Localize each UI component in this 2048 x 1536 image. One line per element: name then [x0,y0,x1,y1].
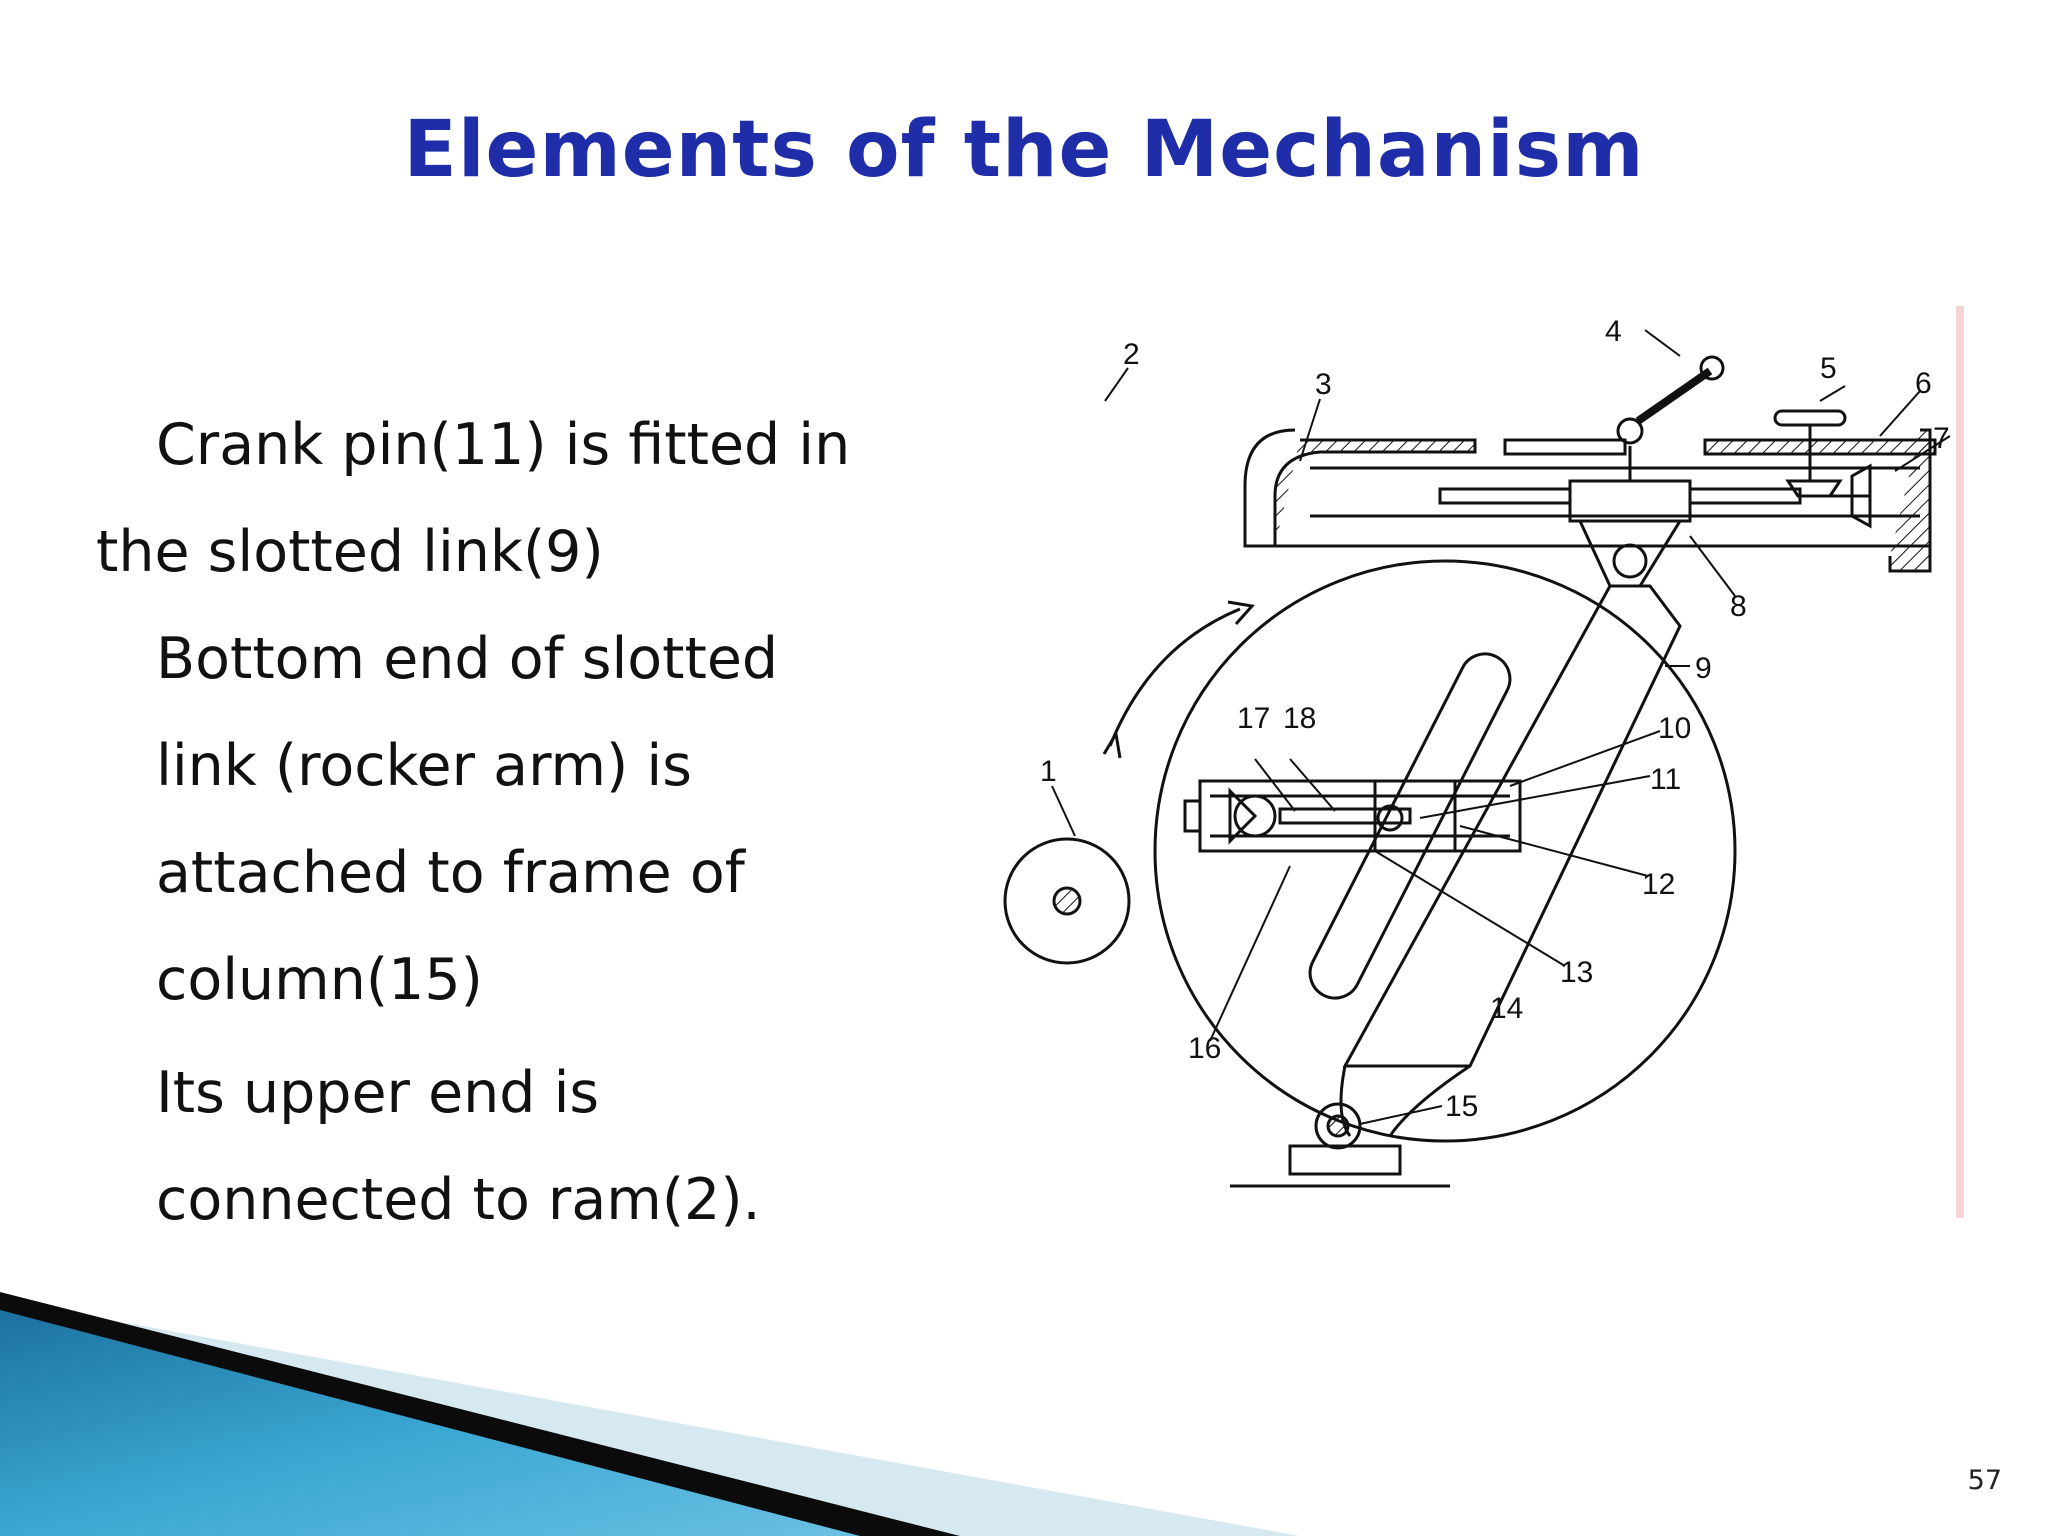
label-14: 14 [1490,992,1524,1025]
pinion [1005,839,1129,963]
slide-body-text [96,392,956,1254]
label-13: 13 [1560,956,1594,989]
label-16: 16 [1188,1032,1222,1065]
bullet-2-line-1: Bottom end of slotted [156,626,779,692]
ram [1245,430,1935,571]
label-1: 1 [1040,755,1057,788]
bullet-3-line-1: Its upper end is [156,1060,600,1126]
corner-decoration [0,1280,1300,1536]
clevis-pin [1614,545,1646,577]
clamp-lever [1618,357,1723,481]
label-17: 17 [1237,702,1271,735]
label-18: 18 [1283,702,1317,735]
label-11: 11 [1650,763,1682,796]
rotation-arrow [1110,609,1240,746]
bullet-1-line-1: Crank pin(11) is fitted in [156,412,851,478]
bullet-1-line-2: the slotted link(9) [96,519,604,585]
label-10: 10 [1658,712,1692,745]
label-3: 3 [1315,368,1332,401]
label-7: 7 [1933,422,1950,455]
label-4: 4 [1605,315,1622,348]
quick-return-mechanism-diagram [990,306,1968,1218]
label-6: 6 [1915,367,1932,400]
label-12: 12 [1642,868,1676,901]
bullet-2-line-3: attached to frame of [156,840,745,906]
label-9: 9 [1695,652,1712,685]
bullet-2-line-4: column(15) [156,947,483,1013]
label-5: 5 [1820,352,1837,385]
label-15: 15 [1445,1090,1479,1123]
label-2: 2 [1123,338,1140,371]
bullet-2-line-2: link (rocker arm) is [156,733,692,799]
bullet-3-line-2: connected to ram(2). [156,1167,761,1233]
slide-title: Elements of the Mechanism [403,105,1645,195]
page-number: 57 [1967,1465,2002,1496]
figure-border-strip [1956,306,1964,1218]
label-8: 8 [1730,590,1747,623]
